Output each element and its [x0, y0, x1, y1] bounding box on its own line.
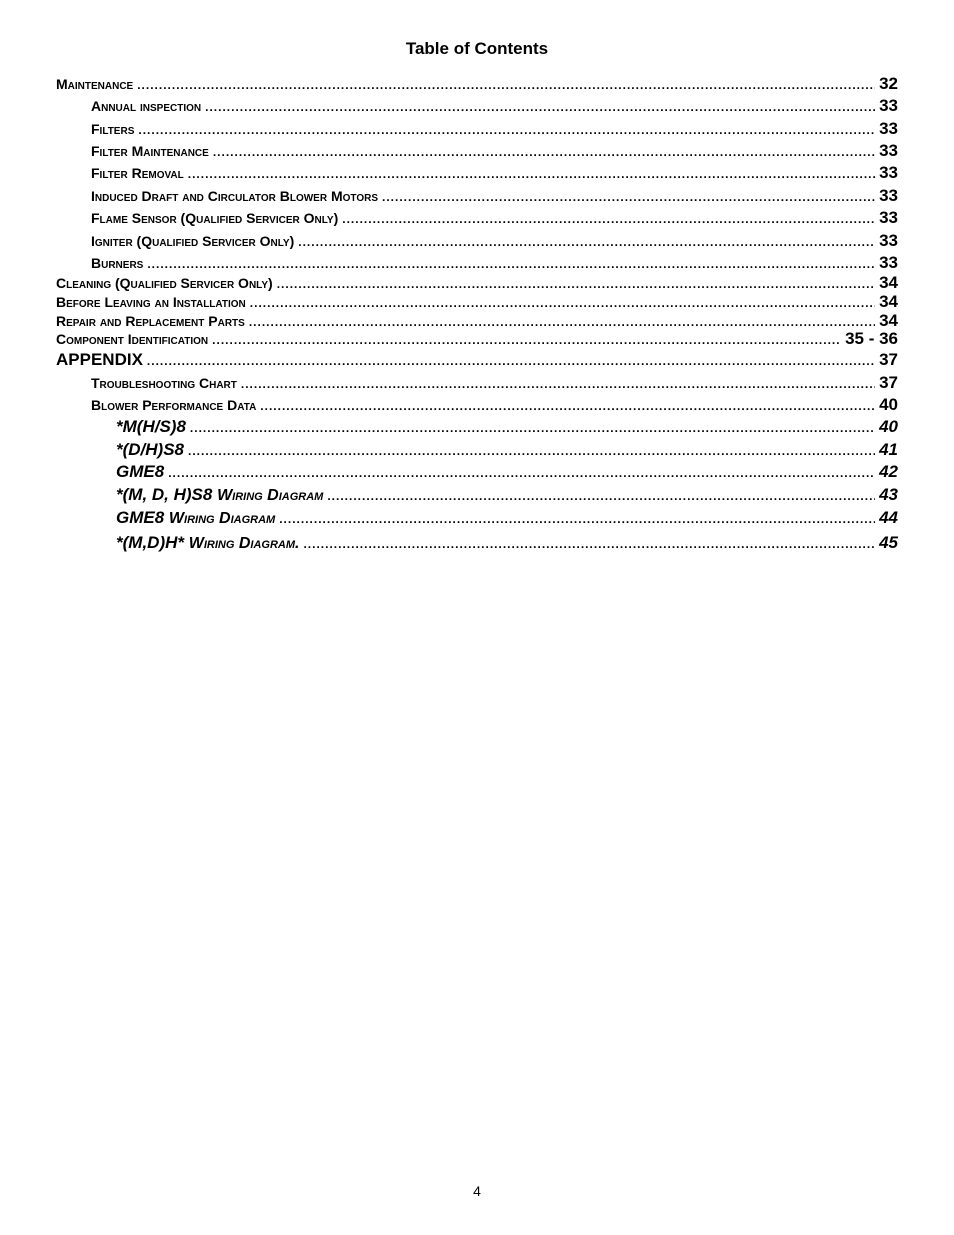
toc-label: Flame Sensor (Qualified Servicer Only): [91, 210, 339, 226]
toc-label-sub: Wiring Diagram.: [188, 535, 300, 552]
toc-entry-filter-maintenance[interactable]: [91, 141, 898, 161]
toc-label: Filter Maintenance: [91, 143, 209, 159]
toc-page: 34: [879, 311, 898, 330]
toc-entry-troubleshooting[interactable]: [91, 373, 898, 393]
toc-page: 37: [879, 373, 898, 392]
toc-entry-component-identification[interactable]: [56, 329, 898, 349]
toc-page: 34: [879, 292, 898, 311]
toc-page: 33: [879, 253, 898, 272]
toc-entry-igniter[interactable]: [91, 231, 898, 251]
toc-entry-flame-sensor[interactable]: [91, 208, 898, 228]
toc-label: Filters: [91, 121, 135, 137]
toc-label: Repair and Replacement Parts: [56, 313, 245, 329]
toc-label: Troubleshooting Chart: [91, 375, 237, 391]
toc-page: 33: [879, 231, 898, 250]
toc-label: Burners: [91, 255, 144, 271]
toc-label-sub: Wiring Diagram: [168, 510, 276, 527]
toc-entry-appendix[interactable]: [56, 350, 898, 370]
toc-entry-cleaning[interactable]: [56, 273, 898, 293]
toc-entry-repair-parts[interactable]: [56, 311, 898, 331]
toc-label: Cleaning (Qualified Servicer Only): [56, 275, 273, 291]
toc-entry-filter-removal[interactable]: [91, 163, 898, 183]
page-number: 4: [473, 1183, 481, 1199]
toc-label: Filter Removal: [91, 165, 184, 181]
toc-label: Maintenance: [56, 76, 134, 92]
toc-page: 40: [879, 417, 898, 436]
toc-label: Induced Draft and Circulator Blower Motors: [91, 188, 378, 204]
toc-page: 33: [879, 186, 898, 205]
toc-entry-induced-draft[interactable]: [91, 186, 898, 206]
toc-page: 34: [879, 273, 898, 292]
toc-label: GME8: [116, 462, 165, 481]
toc-label: *M(H/S)8: [116, 417, 186, 436]
toc-entry-before-leaving[interactable]: [56, 292, 898, 312]
toc-label: Blower Performance Data: [91, 397, 257, 413]
toc-entry-gme8[interactable]: [116, 462, 898, 482]
toc-label: Igniter (Qualified Servicer Only): [91, 233, 295, 249]
toc-entry-dhs8[interactable]: [116, 440, 898, 460]
toc-page: 45: [879, 533, 898, 552]
toc-entry-mhs8[interactable]: [116, 417, 898, 437]
toc-entry-burners[interactable]: [91, 253, 898, 273]
toc-page: 44: [879, 508, 898, 527]
toc-label: APPENDIX: [56, 350, 143, 369]
toc-page: 43: [879, 485, 898, 504]
toc-page: 33: [879, 141, 898, 160]
toc-page: 33: [879, 208, 898, 227]
toc-page: 42: [879, 462, 898, 481]
toc-page: 33: [879, 163, 898, 182]
toc-label: Before Leaving an Installation: [56, 294, 246, 310]
toc-entry-mdh-wiring[interactable]: [116, 533, 898, 553]
page-title: Table of Contents: [405, 39, 549, 58]
toc-entry-annual-inspection[interactable]: [91, 96, 898, 116]
toc-entry-gme8-wiring[interactable]: [116, 508, 898, 528]
toc-page: 37: [879, 350, 898, 369]
toc-entry-maintenance[interactable]: [56, 74, 898, 94]
toc-page: 35 - 36: [845, 329, 898, 348]
toc-entry-mdhs8-wiring[interactable]: [116, 485, 898, 505]
toc-label: Component Identification: [56, 331, 209, 347]
toc-label-main: *(M, D, H)S8: [116, 485, 213, 504]
toc-page: 33: [879, 96, 898, 115]
toc-page: 41: [879, 440, 898, 459]
toc-entry-blower-performance[interactable]: [91, 395, 898, 415]
toc-label: *(D/H)S8: [116, 440, 185, 459]
toc-page: 32: [879, 74, 898, 93]
toc-page: 40: [879, 395, 898, 414]
toc-entry-filters[interactable]: [91, 119, 898, 139]
toc-label-main: GME8: [116, 508, 165, 527]
toc-label-main: *(M,D)H*: [116, 533, 184, 552]
toc-page: 33: [879, 119, 898, 138]
toc-label-sub: Wiring Diagram: [217, 487, 324, 504]
toc-label: Annual inspection: [91, 98, 202, 114]
